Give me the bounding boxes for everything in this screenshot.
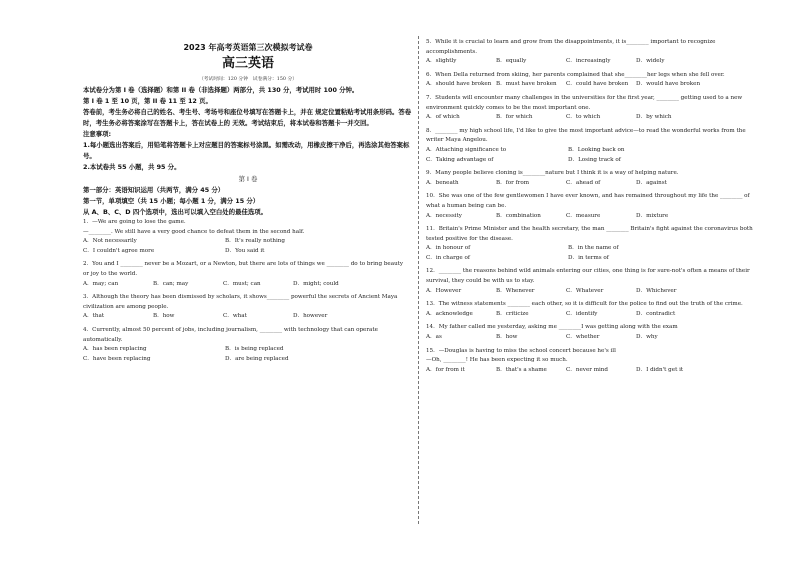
options-row	[426, 212, 760, 222]
question-item	[426, 225, 760, 267]
question-stem: 4．Currently, almost 50 percent of jobs, including journalism, ________ with technology that can operate	[83, 326, 378, 333]
note-line: 1.每小题选出答案后，用铅笔将答题卡上对应题目的答案标号涂黑。如需改动，用橡皮擦干净后，再选涂其他答案标号。	[83, 141, 410, 160]
right-question-list	[426, 38, 760, 379]
instruction-line: 第 I 卷 1 至 10 页，第 II 卷 11 至 12 页。	[83, 97, 212, 105]
answer-option[interactable]: D．widely	[636, 58, 665, 65]
section-heading: 第一节，单项填空（共 15 小题；每小题 1 分，满分 15 分）	[83, 197, 260, 205]
question-stem: 3．Although the theory has been dismissed by scholars, it shows________ powerful the secrets of Ancient Maya	[83, 294, 398, 301]
question-stem: what a human being can be.	[426, 202, 507, 209]
answer-option[interactable]: C．Whatever	[566, 287, 604, 294]
answer-option[interactable]: A．slightly	[426, 58, 457, 65]
question-gap	[426, 375, 760, 379]
question-item	[426, 323, 760, 346]
options-row	[426, 57, 760, 67]
answer-option[interactable]: D．however	[293, 313, 328, 320]
question-item	[83, 218, 413, 260]
answer-option[interactable]: D．You said it	[225, 247, 265, 254]
note-line: 2.本试卷共 55 小题，共 95 分。	[83, 163, 181, 171]
options-row	[83, 237, 413, 247]
question-stem: 11．Britain's Prime Minister and the health secretary, the man ________ Britain's fight against the coronavirus both	[426, 226, 753, 233]
question-stem: accomplishments.	[426, 48, 478, 55]
question-stem: environment quickly comes to be the most important one.	[426, 104, 591, 111]
answer-option[interactable]: B．criticize	[496, 310, 529, 317]
answer-option[interactable]: D．Whichever	[636, 287, 677, 294]
options-row	[83, 345, 413, 355]
answer-option[interactable]: B．must have broken	[496, 81, 557, 88]
answer-option[interactable]: D．mixture	[636, 212, 669, 219]
options-row	[83, 280, 413, 290]
question-stem: —________. We still have a very good chance to defeat them in the second half.	[83, 228, 305, 235]
question-stem: 8．________ my high school life, I'd like to give the most important advice—to read the wonderful works from the	[426, 127, 746, 134]
question-item	[426, 347, 760, 380]
answer-option[interactable]: A．for from it	[426, 366, 465, 373]
answer-option[interactable]: B．for which	[496, 114, 533, 121]
instruction-line: 答卷前，考生务必将自己的姓名、考生号、考场号和座位号填写在答题卡上，并在 规定位置粘贴考试用条形码。答卷时，考生务必将答案涂写在答题卡上，答在试卷上的 无效。考试结束后，将本试卷和答题卡一并交回。	[83, 108, 412, 127]
answer-option[interactable]: C．whether	[566, 334, 600, 341]
answer-option[interactable]: B．how	[153, 313, 175, 320]
question-item	[426, 267, 760, 300]
question-stem: 2．You and I ________ never be a Mozart, or a Newton, but there are lots of things we ________ do to bring beauty	[83, 261, 404, 268]
question-item	[426, 127, 760, 169]
question-stem: writer Maya Angelou.	[426, 137, 488, 144]
question-item	[83, 326, 413, 368]
answer-option[interactable]: B．for from	[496, 179, 530, 186]
question-stem: 7．Students will encounter many challenges in the universities for the first year, ________ getting used to a new	[426, 94, 743, 101]
answer-option[interactable]: A．as	[426, 334, 442, 341]
answer-option[interactable]: D．by which	[636, 114, 672, 121]
answer-option[interactable]: A．acknowledge	[426, 310, 473, 317]
left-column	[83, 38, 413, 368]
options-row	[426, 333, 760, 343]
answer-option[interactable]: A．Attaching significance to	[426, 146, 507, 153]
options-row	[83, 247, 413, 257]
answer-option[interactable]: D．would have broken	[636, 81, 701, 88]
answer-option[interactable]: B．It's really nothing	[225, 238, 285, 245]
question-stem: or joy to the world.	[83, 270, 138, 277]
answer-option[interactable]: A．beneath	[426, 179, 459, 186]
answer-option[interactable]: D．Losing track of	[568, 156, 621, 163]
question-stem: survival, they could be with us to stay.	[426, 278, 535, 285]
answer-option[interactable]: A．has been replacing	[83, 346, 147, 353]
answer-option[interactable]: A．However	[426, 287, 462, 294]
answer-option[interactable]: D．I didn't get it	[636, 366, 684, 373]
question-stem: 1．—We are going to lose the game.	[83, 219, 186, 225]
question-stem: 5．While it is crucial to learn and grow from the disappointments, it is________ important to recognize	[426, 39, 716, 45]
answer-option[interactable]: C．increasingly	[566, 58, 611, 65]
answer-option[interactable]: A．may; can	[83, 280, 119, 287]
answer-option[interactable]: B．can; may	[153, 280, 189, 287]
answer-option[interactable]: C．in charge of	[426, 254, 470, 261]
exam-title: 2023 年高考英语第三次模拟考试卷	[183, 43, 313, 52]
answer-option[interactable]: D．contradict	[636, 310, 676, 317]
options-row	[426, 254, 760, 264]
question-stem: —Oh, ________! He has been expecting it so much.	[426, 357, 568, 364]
question-item	[426, 300, 760, 323]
subject-title: 高三英语	[221, 56, 274, 71]
answer-option[interactable]: C．must; can	[223, 280, 261, 287]
answer-option[interactable]: B．that's a shame	[496, 366, 547, 373]
answer-option[interactable]: D．against	[636, 179, 667, 186]
question-stem: 10．She was one of the few gentlewomen I have ever known, and has remained throughout my life the ________ of	[426, 193, 750, 200]
question-item	[426, 94, 760, 127]
answer-option[interactable]: D．are being replaced	[225, 355, 289, 362]
exam-time-info: （考试时间：120 分钟 试卷满分：150 分）	[198, 77, 298, 82]
answer-option[interactable]: C．have been replacing	[83, 355, 151, 362]
options-row	[426, 80, 760, 90]
answer-option[interactable]: D．in terms of	[568, 254, 609, 261]
options-row	[426, 156, 760, 166]
options-row	[83, 355, 413, 365]
options-row	[426, 146, 760, 156]
question-item	[83, 260, 413, 293]
volume-heading: 第 I 卷	[238, 175, 258, 183]
answer-option[interactable]: D．might; could	[293, 280, 339, 287]
question-stem: 12．________ the reasons behind wild animals entering our cities, one thing is for sure-not's often a means of their	[426, 268, 750, 275]
answer-option[interactable]: C．identify	[566, 310, 598, 317]
question-stem: 14．My father called me yesterday, asking me ________I was getting along with the exam	[426, 324, 678, 331]
answer-option[interactable]: C．to which	[566, 114, 601, 121]
question-gap	[83, 364, 413, 368]
answer-option[interactable]: B．in the name of	[568, 245, 619, 252]
answer-option[interactable]: A．necessity	[426, 212, 462, 219]
options-row	[426, 287, 760, 297]
answer-option[interactable]: B．Looking back on	[568, 146, 625, 153]
answer-option[interactable]: C．never mind	[566, 366, 608, 373]
question-stem: 9．Many people believe cloning is________nature but I think it is a way of helping nature.	[426, 170, 679, 177]
answer-option[interactable]: B．how	[496, 334, 518, 341]
question-stem: automatically.	[83, 336, 123, 343]
question-stem: 15．—Douglas is having to miss the school concert because he's ill	[426, 347, 616, 354]
answer-option[interactable]: B．equally	[496, 58, 527, 65]
options-row	[426, 366, 760, 376]
answer-option[interactable]: B．Whenever	[496, 287, 535, 294]
question-item	[426, 38, 760, 71]
right-column	[426, 38, 760, 379]
options-row	[426, 179, 760, 189]
answer-option[interactable]: C．I couldn't agree more	[83, 247, 155, 254]
answer-option[interactable]: C．Taking advantage of	[426, 156, 494, 163]
answer-option[interactable]: B．is being replaced	[225, 346, 284, 353]
question-item	[426, 71, 760, 94]
part-heading: 第一部分：英语知识运用（共两节，满分 45 分）	[83, 186, 225, 194]
question-stem: 13．The witness statements ________ each other, so it is difficult for the police to find out the truth of the crime.	[426, 301, 743, 308]
answer-option[interactable]: A．Not necessarily	[83, 238, 137, 245]
notes-title: 注意事项:	[83, 130, 112, 138]
question-item	[426, 169, 760, 192]
options-row	[426, 113, 760, 123]
answer-option[interactable]: A．in honour of	[426, 245, 471, 252]
question-stem: civilization are among people.	[83, 303, 169, 310]
options-row	[426, 244, 760, 254]
left-question-list	[83, 218, 413, 368]
column-divider	[418, 36, 419, 524]
options-row	[83, 312, 413, 322]
answer-option[interactable]: C．measure	[566, 212, 601, 219]
answer-option[interactable]: C．ahead of	[566, 179, 601, 186]
question-item	[426, 192, 760, 225]
question-stem: tested positive for the disease.	[426, 235, 513, 242]
section-instruction: 从 A、B、C、D 四个选项中，选出可以填入空白处的最佳选项。	[83, 208, 268, 216]
answer-option[interactable]: C．could have broken	[566, 81, 629, 88]
instruction-line: 本试卷分为第 I 卷（选择题）和第 II 卷（非选择题）两部分，共 130 分，考试用时 100 分钟。	[83, 86, 359, 94]
answer-option[interactable]: C．what	[223, 313, 247, 320]
answer-option[interactable]: B．combination	[496, 212, 541, 219]
answer-option[interactable]: A．of which	[426, 114, 460, 121]
answer-option[interactable]: A．should have broken	[426, 81, 492, 88]
options-row	[426, 310, 760, 320]
question-item	[83, 293, 413, 326]
question-stem: 6．When Della returned from skiing, her parents complained that she________her legs when she fell over.	[426, 71, 725, 78]
answer-option[interactable]: A．that	[83, 313, 105, 320]
answer-option[interactable]: D．why	[636, 334, 658, 341]
